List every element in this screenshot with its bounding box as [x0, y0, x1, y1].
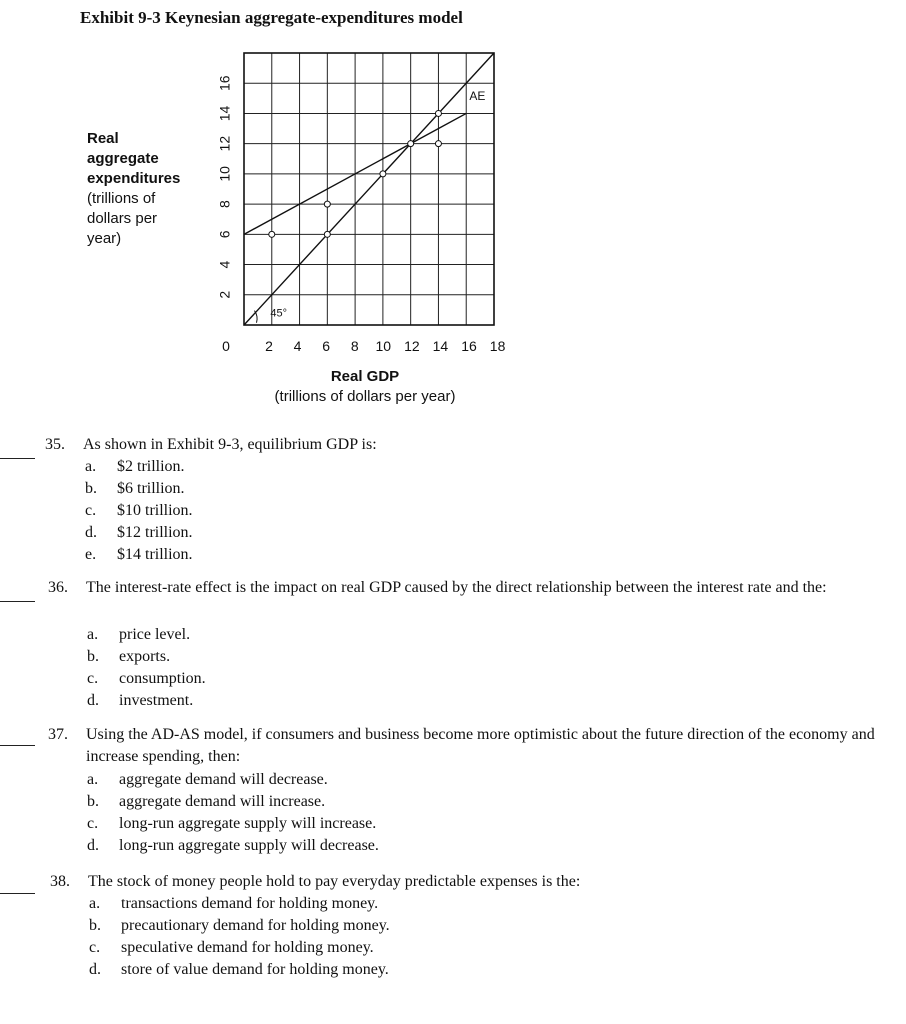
y-tick-label: 6	[216, 230, 233, 239]
angle-label: 45°	[270, 307, 288, 320]
question-text: The interest-rate effect is the impact on real GDP caused by the direct relationship between the interest rate and the:	[86, 579, 827, 596]
option-letter: d.	[89, 961, 101, 978]
x-tick-label: 10	[375, 338, 392, 354]
x-tick-label: 12	[404, 338, 420, 354]
option-text: $10 trillion.	[117, 502, 193, 519]
y-axis-unit-line: dollars per	[87, 210, 158, 227]
y-tick-label: 4	[216, 260, 233, 269]
option-text: long-run aggregate supply will decrease.	[119, 837, 379, 854]
option-letter: d.	[85, 524, 97, 541]
option-text: $12 trillion.	[117, 524, 193, 541]
option-text: price level.	[119, 626, 191, 643]
x-tick-label: 6	[322, 338, 331, 354]
option-text: store of value demand for holding money.	[121, 961, 389, 978]
option-text: $2 trillion.	[117, 458, 185, 475]
option-text: transactions demand for holding money.	[121, 895, 379, 912]
ae-chart	[200, 50, 510, 365]
data-point	[324, 231, 330, 237]
x-axis-label	[240, 367, 490, 407]
ae-label: AE	[469, 88, 486, 103]
answer-blank[interactable]	[0, 601, 35, 602]
option-letter: a.	[87, 626, 99, 643]
answer-blank[interactable]	[0, 745, 35, 746]
y-axis-unit-line: (trillions of	[87, 190, 156, 207]
option-letter: b.	[87, 648, 99, 665]
option-text: long-run aggregate supply will increase.	[119, 815, 377, 832]
y-tick-label: 14	[216, 105, 233, 122]
option-letter: c.	[87, 670, 99, 687]
y-tick-label: 16	[216, 75, 233, 92]
x-tick-label: 8	[350, 338, 359, 354]
y-axis-label-line: expenditures	[87, 170, 181, 187]
answer-blank[interactable]	[0, 458, 35, 459]
option-text: $6 trillion.	[117, 480, 185, 497]
exhibit-title: Exhibit 9-3 Keynesian aggregate-expenditures model	[80, 8, 463, 27]
x-tick-label: 2	[265, 338, 273, 354]
x-tick-label: 14	[432, 338, 449, 354]
question-number: 38.	[50, 873, 70, 890]
y-axis-label	[87, 129, 180, 249]
option-text: exports.	[119, 648, 171, 665]
question-text: Using the AD-AS model, if consumers and business become more optimistic about the future direction of the economy and increase spending, then:	[86, 726, 875, 765]
y-tick-label: 12	[216, 135, 233, 152]
option-letter: c.	[87, 815, 99, 832]
option-letter: b.	[85, 480, 97, 497]
y-axis-label-line: aggregate	[87, 150, 159, 167]
option-letter: c.	[89, 939, 101, 956]
option-letter: a.	[89, 895, 101, 912]
data-point	[435, 110, 441, 116]
option-letter: e.	[85, 546, 97, 563]
data-point	[408, 141, 414, 147]
option-letter: a.	[87, 771, 99, 788]
option-letter: a.	[85, 458, 97, 475]
option-letter: c.	[85, 502, 97, 519]
x-tick-label: 18	[489, 338, 506, 354]
x-axis-label-unit: (trillions of dollars per year)	[274, 388, 456, 405]
option-letter: d.	[87, 692, 99, 709]
question-number: 36.	[48, 579, 68, 596]
question-text: As shown in Exhibit 9-3, equilibrium GDP is:	[83, 436, 377, 453]
option-text: aggregate demand will increase.	[119, 793, 326, 810]
option-text: aggregate demand will decrease.	[119, 771, 328, 788]
data-point	[380, 171, 386, 177]
data-point	[435, 141, 441, 147]
data-point	[324, 201, 330, 207]
option-letter: b.	[89, 917, 101, 934]
question-number: 35.	[45, 436, 65, 453]
x-axis-label-title: Real GDP	[330, 368, 400, 385]
y-tick-label: 2	[216, 290, 233, 299]
y-axis-unit-line: year)	[87, 230, 122, 247]
question-text: The stock of money people hold to pay everyday predictable expenses is the:	[88, 873, 581, 890]
answer-blank[interactable]	[0, 893, 35, 894]
y-tick-label: 10	[216, 166, 233, 182]
option-text: speculative demand for holding money.	[121, 939, 374, 956]
y-tick-label: 8	[216, 200, 233, 209]
question-number: 37.	[48, 726, 68, 743]
data-point	[269, 231, 275, 237]
forty-five-degree-line	[244, 53, 494, 325]
option-text: $14 trillion.	[117, 546, 193, 563]
x-tick-label: 4	[293, 338, 302, 354]
x-tick-label: 0	[222, 338, 230, 354]
option-text: consumption.	[119, 670, 206, 687]
option-letter: b.	[87, 793, 99, 810]
y-axis-label-line: Real	[87, 130, 119, 147]
option-text: precautionary demand for holding money.	[121, 917, 390, 934]
option-text: investment.	[119, 692, 194, 709]
x-tick-label: 16	[461, 338, 477, 354]
option-letter: d.	[87, 837, 99, 854]
